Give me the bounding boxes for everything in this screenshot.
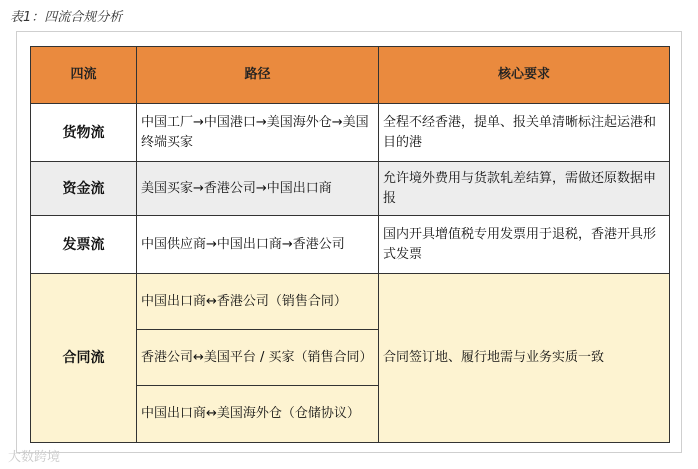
capital-requirement-cell: 允许境外费用与货款轧差结算，需做还原数据申报: [379, 162, 670, 216]
table-row-contract: [31, 274, 670, 330]
header-path: 路径: [137, 47, 379, 104]
four-flows-table: [30, 46, 670, 443]
invoice-requirement-cell: 国内开具增值税专用发票用于退税，香港开具形式发票: [379, 216, 670, 274]
invoice-path-cell: 中国供应商→中国出口商→香港公司: [137, 216, 379, 274]
table-row-invoice: [31, 216, 670, 274]
invoice-flow-cell: 发票流: [31, 216, 137, 274]
capital-flow-cell: 资金流: [31, 162, 137, 216]
table-row-goods: [31, 104, 670, 162]
goods-path-cell: 中国工厂→中国港口→美国海外仓→美国终端买家: [137, 104, 379, 162]
header-requirement: 核心要求: [379, 47, 670, 104]
goods-requirement-cell: 全程不经香港，提单、报关单清晰标注起运港和目的港: [379, 104, 670, 162]
contract-path-cell: 香港公司↔美国平台 / 买家（销售合同）: [137, 330, 379, 386]
table-caption: 表1：四流合规分析: [10, 10, 123, 25]
header-flow: 四流: [31, 47, 137, 104]
goods-flow-cell: 货物流: [31, 104, 137, 162]
capital-path-cell: 美国买家→香港公司→中国出口商: [137, 162, 379, 216]
table-row-capital: [31, 162, 670, 216]
contract-flow-cell: 合同流: [31, 274, 137, 443]
contract-path-cell: 中国出口商↔香港公司（销售合同）: [137, 274, 379, 330]
contract-path-cell: 中国出口商↔美国海外仓（仓储协议）: [137, 386, 379, 443]
contract-requirement-cell: 合同签订地、履行地需与业务实质一致: [379, 274, 670, 443]
watermark-logo: 大数跨境: [8, 450, 61, 465]
header-row: [31, 47, 670, 104]
